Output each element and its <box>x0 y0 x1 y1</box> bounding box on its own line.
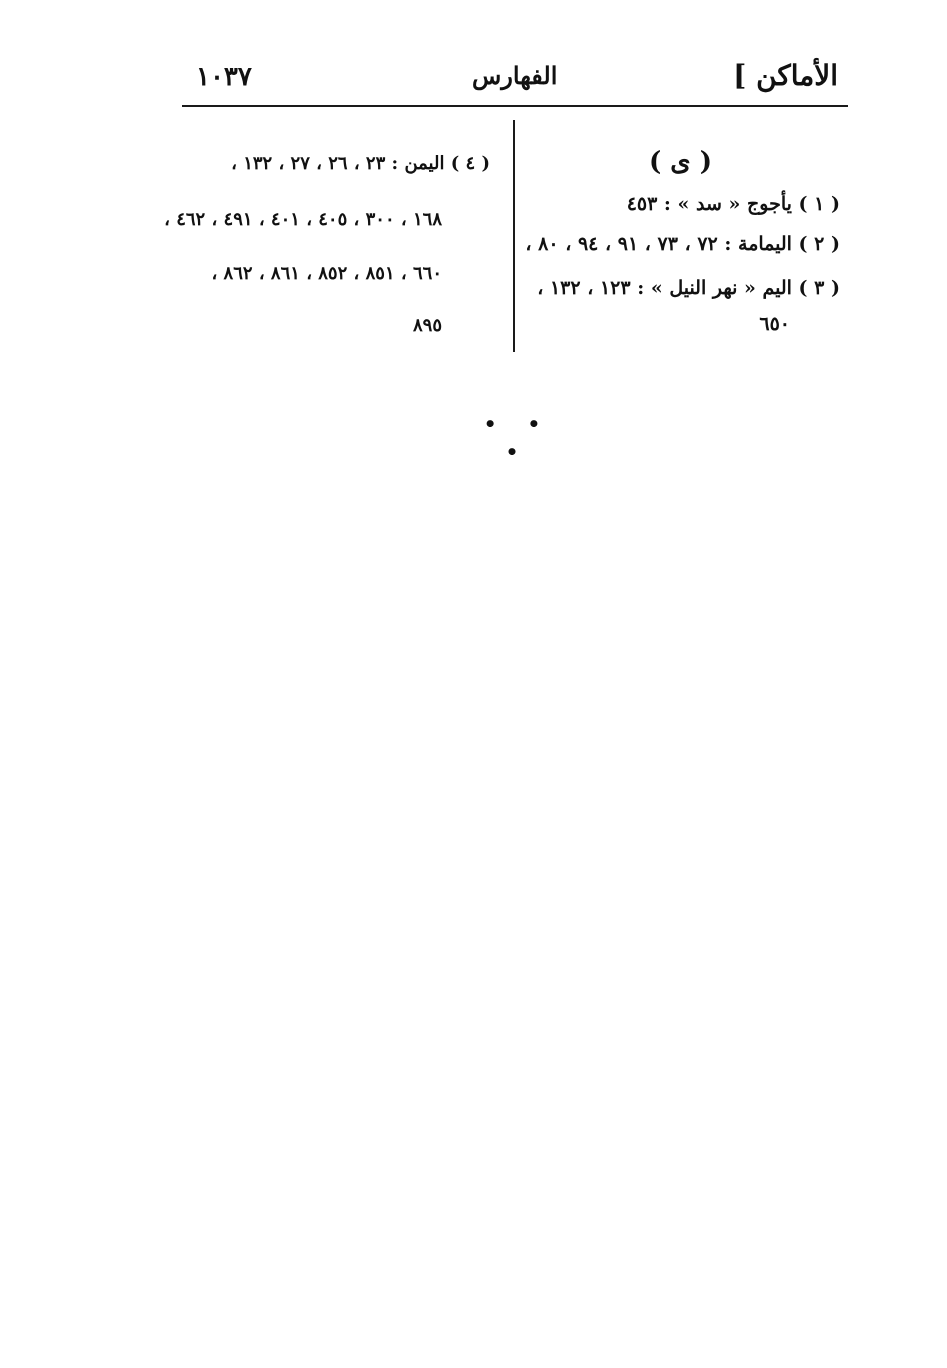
index-entry-continuation: ١٦٨ ، ٣٠٠ ، ٤٠٥ ، ٤٠١ ، ٤٩١ ، ٤٦٢ ، <box>164 209 442 230</box>
end-marker: • • • <box>483 412 553 464</box>
letter-heading: ( ى ) <box>648 147 712 177</box>
running-title: الفهارس <box>472 61 558 90</box>
column-divider <box>513 120 515 352</box>
section-title: الأماكن ] <box>733 59 838 92</box>
index-entry-continuation: ٨٩٥ <box>412 315 442 336</box>
index-entry: ( ٢ ) اليمامة : ٧٢ ، ٧٣ ، ٩١ ، ٩٤ ، ٨٠ ، <box>525 233 840 255</box>
page-number: ١٠٣٧ <box>196 62 252 92</box>
index-entry-continuation: ٦٥٠ <box>759 313 790 335</box>
index-entry: ( ٣ ) اليم « نهر النيل » : ١٢٣ ، ١٣٢ ، <box>537 277 840 299</box>
index-entry-continuation: ٦٦٠ ، ٨٥١ ، ٨٥٢ ، ٨٦١ ، ٨٦٢ ، <box>211 263 442 284</box>
index-entry: ( ٤ ) اليمن : ٢٣ ، ٢٦ ، ٢٧ ، ١٣٢ ، <box>231 153 490 174</box>
header-rule <box>182 105 848 107</box>
index-entry: ( ١ ) يأجوج « سد » : ٤٥٣ <box>626 193 840 215</box>
page-header <box>182 56 848 100</box>
